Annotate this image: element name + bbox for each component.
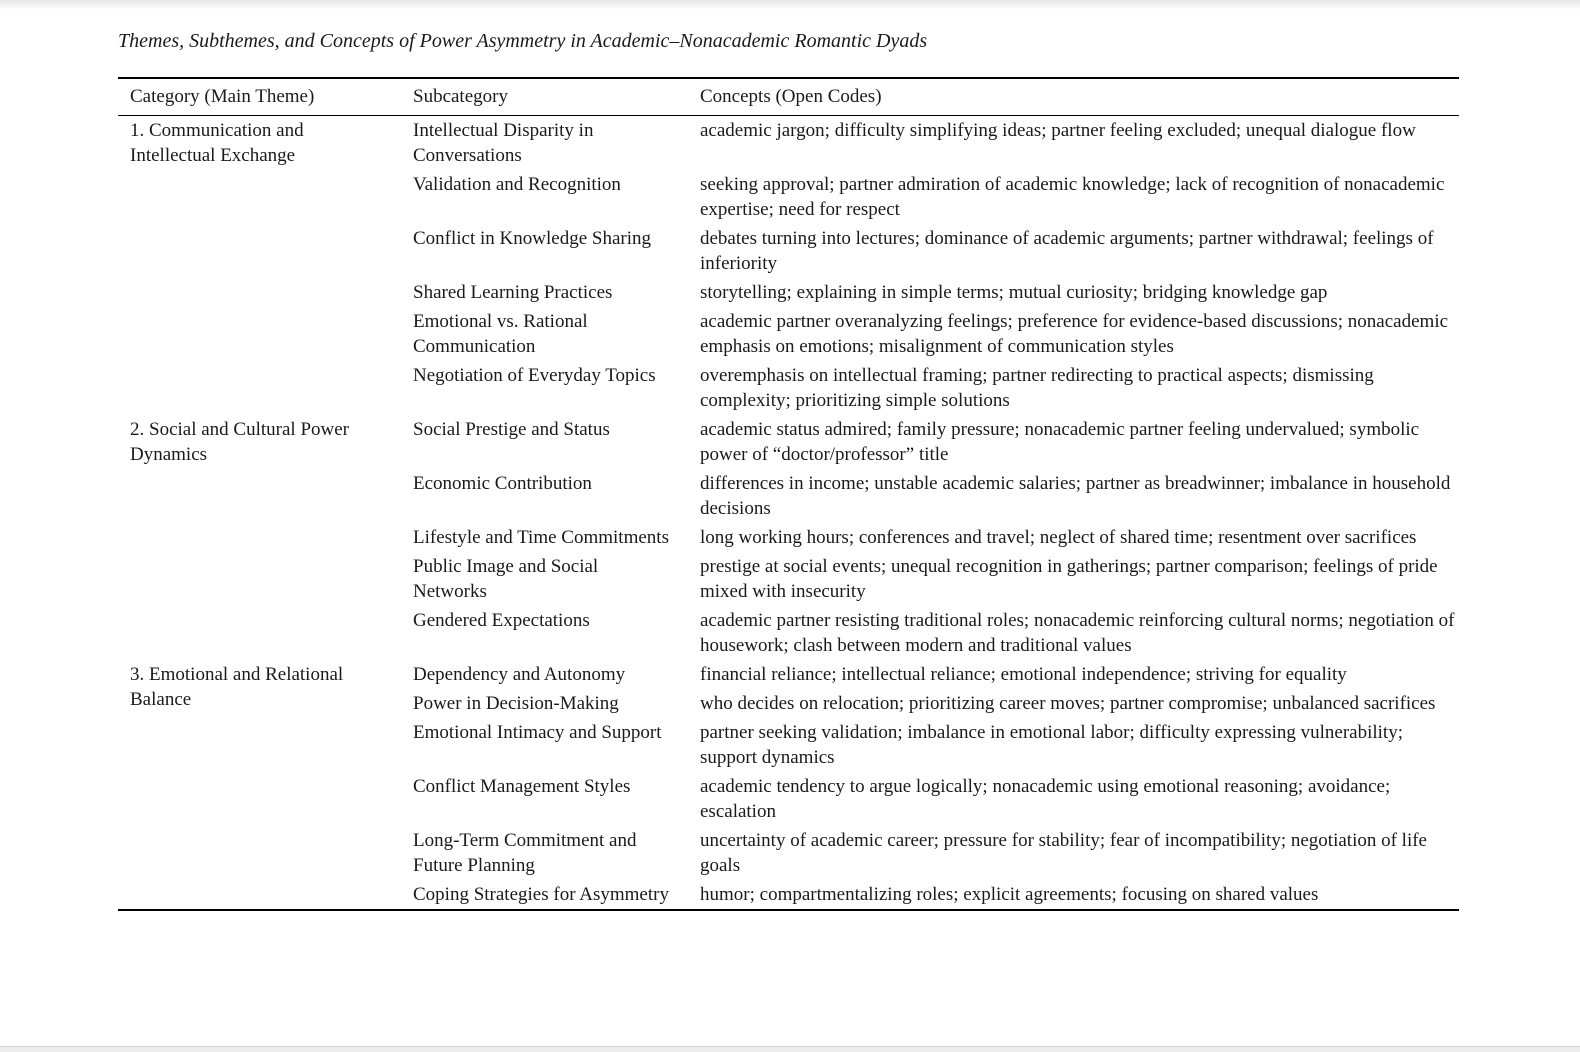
- table-row: [118, 415, 1459, 469]
- concepts-cell: financial reliance; intellectual reliance; emotional independence; striving for equality: [700, 664, 1347, 685]
- concepts-cell: overemphasis on intellectual framing; partner redirecting to practical aspects; dismissing complexity; prioritizing simple solutions: [700, 365, 1374, 411]
- subcategory-cell: Lifestyle and Time Commitments: [413, 527, 669, 548]
- subcategory-cell: Power in Decision-Making: [413, 693, 619, 714]
- concepts-cell: seeking approval; partner admiration of academic knowledge; lack of recognition of nonacademic expertise; need for respect: [700, 174, 1445, 220]
- col-header-category: Category (Main Theme): [118, 78, 413, 116]
- category-cell: 1. Communication and Intellectual Exchange: [130, 120, 304, 166]
- document-page: [118, 28, 1459, 911]
- concepts-cell: debates turning into lectures; dominance of academic arguments; partner withdrawal; feelings of inferiority: [700, 228, 1434, 274]
- concepts-cell: long working hours; conferences and travel; neglect of shared time; resentment over sacrifices: [700, 527, 1417, 548]
- concepts-cell: academic partner resisting traditional roles; nonacademic reinforcing cultural norms; negotiation of housework; clash between modern and traditional values: [700, 610, 1455, 656]
- table-row: [118, 660, 1459, 689]
- concepts-cell: humor; compartmentalizing roles; explicit agreements; focusing on shared values: [700, 884, 1319, 905]
- subcategory-cell: Intellectual Disparity in Conversations: [413, 120, 594, 166]
- concepts-cell: prestige at social events; unequal recognition in gatherings; partner comparison; feelings of pride mixed with insecurity: [700, 556, 1438, 602]
- subcategory-cell: Social Prestige and Status: [413, 419, 610, 440]
- subcategory-cell: Long-Term Commitment and Future Planning: [413, 830, 637, 876]
- subcategory-cell: Economic Contribution: [413, 473, 592, 494]
- subcategory-cell: Validation and Recognition: [413, 174, 621, 195]
- subcategory-cell: Gendered Expectations: [413, 610, 590, 631]
- concepts-cell: academic partner overanalyzing feelings; preference for evidence-based discussions; nonacademic emphasis on emotions; misalignment of communication styles: [700, 311, 1449, 357]
- page-bottom-edge: [0, 1046, 1580, 1052]
- page-top-edge: [0, 0, 1580, 9]
- subcategory-cell: Negotiation of Everyday Topics: [413, 365, 656, 386]
- subcategory-cell: Emotional Intimacy and Support: [413, 722, 662, 743]
- subcategory-cell: Dependency and Autonomy: [413, 664, 626, 685]
- concepts-cell: academic tendency to argue logically; nonacademic using emotional reasoning; avoidance; escalation: [700, 776, 1391, 822]
- subcategory-cell: Coping Strategies for Asymmetry: [413, 884, 669, 905]
- category-cell: 2. Social and Cultural Power Dynamics: [130, 419, 349, 465]
- themes-table: [118, 77, 1459, 911]
- category-cell: 3. Emotional and Relational Balance: [130, 664, 344, 710]
- table-row: [118, 116, 1459, 171]
- col-header-concepts: Concepts (Open Codes): [700, 78, 1459, 116]
- concepts-cell: academic status admired; family pressure; nonacademic partner feeling undervalued; symbolic power of “doctor/professor” title: [700, 419, 1420, 465]
- concepts-cell: storytelling; explaining in simple terms; mutual curiosity; bridging knowledge gap: [700, 282, 1328, 303]
- subcategory-cell: Emotional vs. Rational Communication: [413, 311, 588, 357]
- subcategory-cell: Shared Learning Practices: [413, 282, 613, 303]
- subcategory-cell: Conflict in Knowledge Sharing: [413, 228, 651, 249]
- col-header-subcategory: Subcategory: [413, 78, 700, 116]
- concepts-cell: who decides on relocation; prioritizing career moves; partner compromise; unbalanced sacrifices: [700, 693, 1436, 714]
- subcategory-cell: Public Image and Social Networks: [413, 556, 599, 602]
- concepts-cell: differences in income; unstable academic salaries; partner as breadwinner; imbalance in household decisions: [700, 473, 1451, 519]
- concepts-cell: academic jargon; difficulty simplifying ideas; partner feeling excluded; unequal dialogue flow: [700, 120, 1416, 141]
- concepts-cell: uncertainty of academic career; pressure for stability; fear of incompatibility; negotiation of life goals: [700, 830, 1427, 876]
- table-title: Themes, Subthemes, and Concepts of Power Asymmetry in Academic–Nonacademic Romantic Dyads: [118, 30, 928, 52]
- subcategory-cell: Conflict Management Styles: [413, 776, 631, 797]
- table-header-row: [118, 78, 1459, 116]
- concepts-cell: partner seeking validation; imbalance in emotional labor; difficulty expressing vulnerability; support dynamics: [700, 722, 1403, 768]
